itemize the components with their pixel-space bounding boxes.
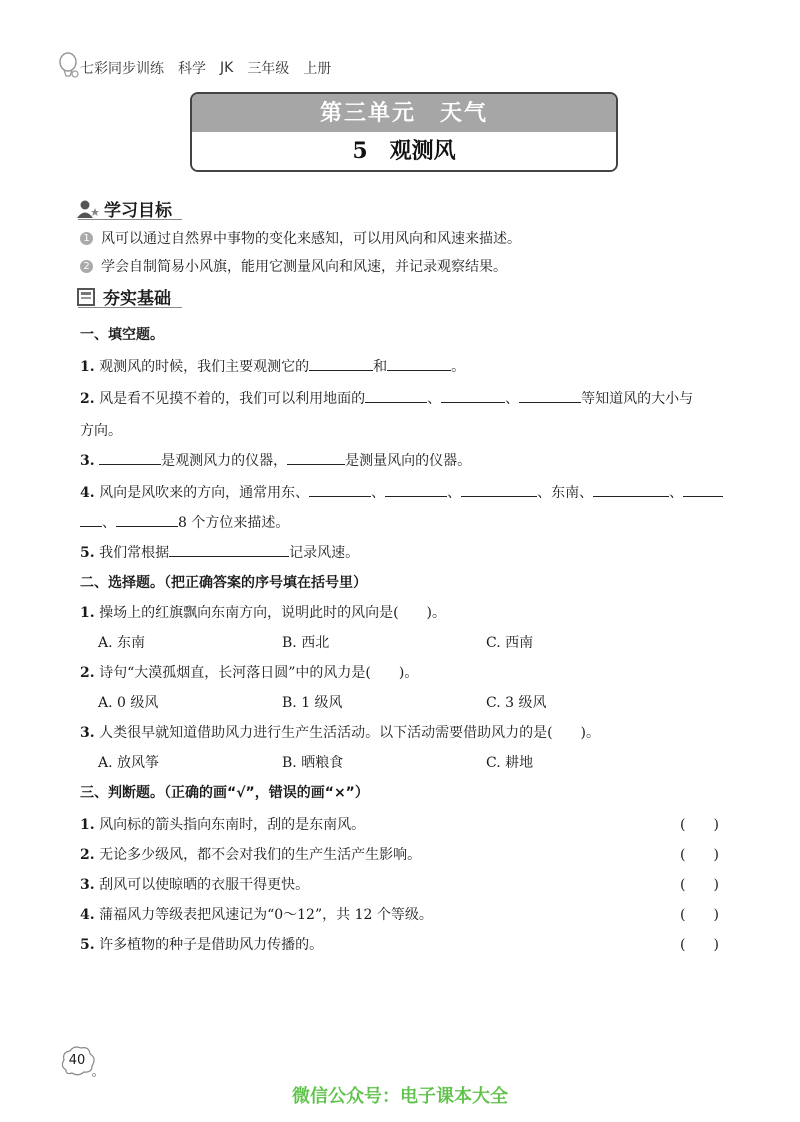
answer-blank[interactable] <box>441 388 505 403</box>
choice-option[interactable]: A. 0 级风 <box>98 695 159 711</box>
answer-parentheses[interactable]: ( ) <box>680 877 719 893</box>
goal-text: 学会自制简易小风旗，能用它测量风向和风速，并记录观察结果。 <box>101 259 507 275</box>
judge-question: 3. 刮风可以使晾晒的衣服干得更快。 <box>80 877 310 893</box>
choice-option[interactable]: B. 1 级风 <box>282 695 343 711</box>
choice-question-1: 1. 操场上的红旗飘向东南方向，说明此时的风向是( )。 <box>80 605 447 621</box>
answer-blank[interactable] <box>99 450 161 465</box>
basics-heading: 夯实基础 <box>76 284 171 309</box>
answer-parentheses[interactable]: ( ) <box>680 907 719 923</box>
goal-text: 风可以通过自然界中事物的变化来感知，可以用风向和风速来描述。 <box>101 231 521 247</box>
answer-blank[interactable] <box>80 512 102 527</box>
fill-question-5: 5. 我们常根据 记录风速。 <box>80 542 359 562</box>
volume: 上册 <box>303 61 332 77</box>
answer-blank[interactable] <box>519 388 581 403</box>
answer-blank[interactable] <box>385 482 447 497</box>
balloon-icon <box>58 52 80 80</box>
answer-blank[interactable] <box>365 388 427 403</box>
goals-heading: 学习目标 <box>76 196 172 221</box>
part2-heading: 二、选择题。（把正确答案的序号填在括号里） <box>80 575 367 591</box>
fill-question-4-cont: 、 8 个方位来描述。 <box>80 512 289 532</box>
lesson-title: 5 观测风 <box>192 132 616 170</box>
heading-underline <box>78 219 182 220</box>
fill-question-1: 1. 观测风的时候，我们主要观测它的 和 。 <box>80 356 465 376</box>
series-name: 七彩同步训练 <box>80 61 164 77</box>
fill-question-4: 4. 风向是风吹来的方向，通常用东、 、 、 、东南、 、 <box>80 482 723 502</box>
answer-blank[interactable] <box>593 482 669 497</box>
fill-question-2-cont: 方向。 <box>80 423 122 439</box>
footer-watermark: 微信公众号：电子课本大全 <box>292 1086 508 1107</box>
unit-title: 第三单元 天气 <box>192 94 616 132</box>
answer-blank[interactable] <box>387 356 451 371</box>
goal-item <box>80 256 507 276</box>
choice-question-3: 3. 人类很早就知道借助风力进行生产生活活动。以下活动需要借助风力的是( )。 <box>80 725 600 741</box>
choice-option[interactable]: A. 东南 <box>98 635 146 651</box>
choice-option[interactable]: B. 晒粮食 <box>282 755 344 771</box>
fill-question-3: 3. 是观测风力的仪器， 是测量风向的仪器。 <box>80 450 471 470</box>
goal-number: 2 <box>80 260 93 273</box>
choice-option[interactable]: C. 3 级风 <box>486 695 547 711</box>
choice-option[interactable]: C. 耕地 <box>486 755 534 771</box>
answer-blank[interactable] <box>169 542 289 557</box>
choice-option[interactable]: A. 放风筝 <box>98 755 160 771</box>
answer-blank[interactable] <box>683 482 723 497</box>
answer-blank[interactable] <box>461 482 537 497</box>
part1-heading: 一、填空题。 <box>80 327 164 343</box>
judge-question: 5. 许多植物的种子是借助风力传播的。 <box>80 937 324 953</box>
goal-item <box>80 228 521 248</box>
judge-question: 2. 无论多少级风，都不会对我们的生产生活产生影响。 <box>80 847 422 863</box>
subject: 科学 <box>178 61 206 77</box>
edition: JK <box>220 60 234 76</box>
choice-option[interactable]: B. 西北 <box>282 635 330 651</box>
book-icon <box>76 287 98 307</box>
heading-underline <box>78 307 182 308</box>
judge-question: 4. 蒲福风力等级表把风速记为“0～12”，共 12 个等级。 <box>80 907 433 923</box>
answer-parentheses[interactable]: ( ) <box>680 937 719 953</box>
fill-question-2: 2. 风是看不见摸不着的，我们可以利用地面的 、 、 等知道风的大小与 <box>80 388 693 408</box>
answer-blank[interactable] <box>309 356 373 371</box>
answer-blank[interactable] <box>287 450 345 465</box>
answer-blank[interactable] <box>116 512 178 527</box>
title-box <box>190 92 618 172</box>
judge-question: 1. 风向标的箭头指向东南时，刮的是东南风。 <box>80 817 366 833</box>
answer-parentheses[interactable]: ( ) <box>680 817 719 833</box>
choice-option[interactable]: C. 西南 <box>486 635 534 651</box>
choice-question-2: 2. 诗句“大漠孤烟直，长河落日圆”中的风力是( )。 <box>80 665 419 681</box>
running-header <box>80 58 345 78</box>
goal-number: 1 <box>80 232 93 245</box>
answer-blank[interactable] <box>309 482 371 497</box>
grade: 三年级 <box>247 61 290 77</box>
page-number: 40 <box>68 1053 86 1068</box>
part3-heading: 三、判断题。（正确的画“√”，错误的画“×”） <box>80 785 369 801</box>
answer-parentheses[interactable]: ( ) <box>680 847 719 863</box>
student-icon <box>76 199 100 219</box>
